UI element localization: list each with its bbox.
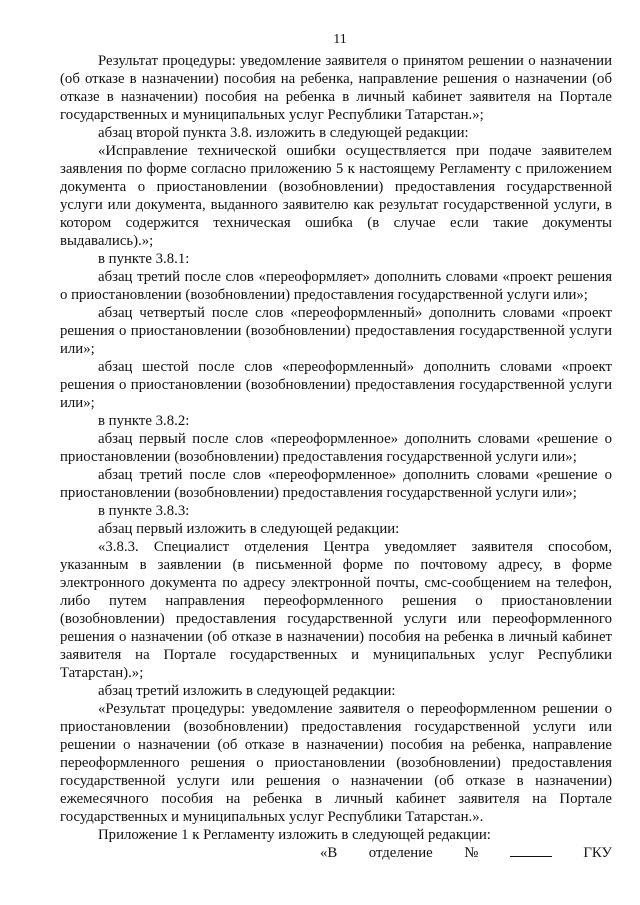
paragraph-8: в пункте 3.8.2:	[98, 413, 190, 429]
paragraph-16: Приложение 1 к Регламенту изложить в следующей редакции:	[98, 827, 491, 843]
paragraph-14: абзац третий изложить в следующей редакции:	[98, 683, 396, 699]
document-body	[60, 52, 612, 862]
paragraph-15: «Результат процедуры: уведомление заявителя о переоформленном решении о приостановлении (возобновлении) предоставления государственной услуги или решении о назначении (об отказе в назначении) пособия на ребенка, направление переоформленного решения о приостановлении (возобновлении) предоставления государственной услуги или решения о назначении (об отказе в назначении) ежемесячного пособия на ребенка в личный кабинет заявителя на Портале государственных и муниципальных услуг Республики Татарстан.».	[60, 701, 612, 825]
form-header-part-2: отделение	[368, 845, 433, 861]
form-header-part-4: ГКУ	[583, 845, 612, 861]
paragraph-1: Результат процедуры: уведомление заявителя о принятом решении о назначении (об отказе в назначении) пособия на ребенка, направление решения о назначении (об отказе в назначении) пособия на ребенка в личный кабинет заявителя на Портале государственных и муниципальных услуг Республики Татарстан.»;	[60, 53, 612, 123]
paragraph-6: абзац четвертый после слов «переоформленный» дополнить словами «проект решения о приостановлении (возобновлении) предоставления государственной услуги или»;	[60, 305, 612, 357]
paragraph-3: «Исправление технической ошибки осуществляется при подаче заявителем заявления по форме согласно приложению 5 к настоящему Регламенту с приложением документа о приостановлении (возобновлении) предоставления государственной услуги или документа, выданного заявителю как результат государственной услуги, в котором содержится техническая ошибка (в случае если такие документы выдавались).»;	[60, 143, 612, 249]
blank-underline	[510, 844, 552, 857]
paragraph-10: абзац третий после слов «переоформленное» дополнить словами «решение о приостановлении (возобновлении) предоставления государственной услуги или»;	[60, 467, 612, 501]
form-header-line	[60, 844, 612, 862]
paragraph-12: абзац первый изложить в следующей редакции:	[98, 521, 400, 537]
form-header-part-3: №	[464, 845, 479, 861]
form-header-part-1: «В	[320, 845, 338, 861]
paragraph-2: абзац второй пункта 3.8. изложить в следующей редакции:	[98, 125, 469, 141]
paragraph-4: в пункте 3.8.1:	[98, 251, 190, 267]
paragraph-5: абзац третий после слов «переоформляет» дополнить словами «проект решения о приостановлении (возобновлении) предоставления государственной услуги или»;	[60, 269, 612, 303]
paragraph-9: абзац первый после слов «переоформленное» дополнить словами «решение о приостановлении (возобновлении) предоставления государственной услуги или»;	[60, 431, 612, 465]
paragraph-7: абзац шестой после слов «переоформленный» дополнить словами «проект решения о приостановлении (возобновлении) предоставления государственной услуги или»;	[60, 359, 612, 411]
page-number: 11	[333, 32, 347, 47]
paragraph-13: «3.8.3. Специалист отделения Центра уведомляет заявителя способом, указанным в заявлении (в письменной форме по почтовому адресу, в форме электронного документа по адресу электронной почты, смс-сообщением на телефон, либо путем направления переоформленного решения о приостановлении (возобновлении) предоставления государственной услуги или переоформленного решения о назначении (об отказе в назначении) пособия на ребенка в личный кабинет заявителя на Портале государственных и муниципальных услуг Республики Татарстан).»;	[60, 539, 612, 681]
paragraph-11: в пункте 3.8.3:	[98, 503, 190, 519]
